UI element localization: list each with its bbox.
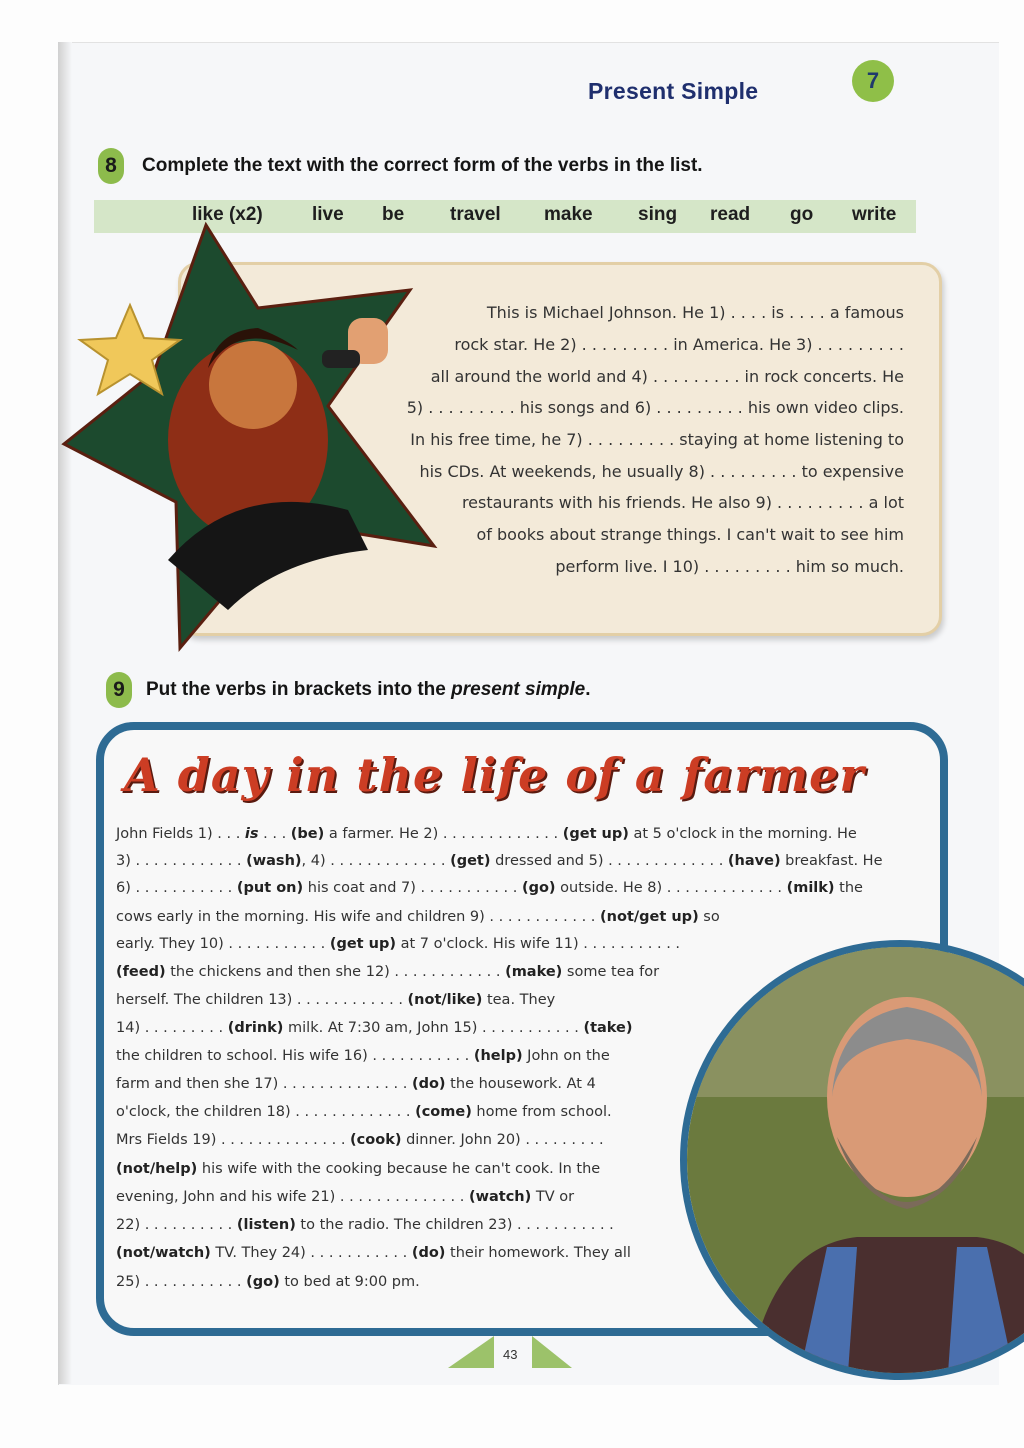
line-text: 25) . . . . . . . . . . . — [116, 1274, 247, 1290]
farmer-text-line — [116, 826, 857, 842]
line-text: evening, John and his wife 21) . . . . . . . . . . . . . . — [116, 1189, 469, 1205]
text-line: perform live. I 10) . . . . . . . . . him so much. — [555, 557, 904, 576]
line-text: at 5 o'clock in the morning. He — [628, 826, 857, 842]
verb-prompt: (go) — [521, 880, 556, 896]
line-text: home from school. — [471, 1104, 612, 1120]
verb-prompt: (watch) — [468, 1189, 532, 1205]
line-text: cows early in the morning. His wife and children 9) . . . . . . . . . . . . — [116, 909, 601, 925]
farmer-text-line — [116, 1274, 420, 1290]
line-text: his wife with the cooking because he can't cook. In the — [197, 1161, 601, 1177]
farmer-text-line — [116, 1104, 612, 1120]
farmer-text-line — [116, 1048, 610, 1064]
line-text: dinner. John 20) . . . . . . . . . — [401, 1132, 604, 1148]
line-text: herself. The children 13) . . . . . . . . . . . . — [116, 992, 408, 1008]
farmer-text-line — [116, 992, 555, 1008]
line-text: , 4) . . . . . . . . . . . . . — [301, 853, 451, 869]
farmer-text-line — [116, 964, 659, 980]
line-text: his coat and 7) . . . . . . . . . . . — [303, 880, 522, 896]
line-text: the children to school. His wife 16) . . . . . . . . . . . — [116, 1048, 474, 1064]
line-text: to the radio. The children 23) . . . . . . . . . . . — [295, 1217, 614, 1233]
star-graphic — [58, 200, 458, 660]
line-text: breakfast. He — [780, 853, 883, 869]
text-line: rock star. He 2) . . . . . . . . . in America. He 3) . . . . . . . . . — [454, 335, 904, 354]
text-line: In his free time, he 7) . . . . . . . . . staying at home listening to — [410, 430, 904, 449]
word-item: sing — [638, 204, 678, 225]
text-line: This is Michael Johnson. He 1) . . . . is . . . . a famous — [486, 303, 904, 322]
exercise-8-instruction: Complete the text with the correct form of the verbs in the list. — [142, 155, 703, 176]
verb-prompt: (do) — [411, 1076, 446, 1092]
farmer-text-line — [116, 1020, 633, 1036]
farmer-text-line — [116, 1217, 614, 1233]
exercise-8-badge: 8 — [98, 148, 124, 184]
line-text: farm and then she 17) . . . . . . . . . . . . . . — [116, 1076, 412, 1092]
verb-prompt: (get up) — [329, 936, 396, 952]
verb-prompt: (have) — [727, 853, 781, 869]
verb-prompt: (do) — [411, 1245, 446, 1261]
line-text: 14) . . . . . . . . . — [116, 1020, 228, 1036]
instruction-text: Put the verbs in brackets into the — [146, 679, 452, 700]
text-line: restaurants with his friends. He also 9) . . . . . . . . . a lot — [461, 493, 904, 512]
verb-prompt: (make) — [505, 964, 563, 980]
page-arrow-right-icon — [532, 1336, 572, 1370]
farmer-text-line — [116, 909, 720, 925]
text-line: 5) . . . . . . . . . his songs and 6) . . . . . . . . . his own video clips. — [406, 398, 904, 417]
line-text: 6) . . . . . . . . . . . — [116, 880, 237, 896]
verb-prompt: (get up) — [562, 826, 629, 842]
text-line: all around the world and 4) . . . . . . . . . in rock concerts. He — [430, 367, 904, 386]
line-text: at 7 o'clock. His wife 11) . . . . . . . . . . . — [395, 936, 681, 952]
line-text: the chickens and then she 12) . . . . . . . . . . . . — [165, 964, 506, 980]
instruction-emphasis: present simple — [451, 679, 586, 700]
farmer-text-line — [116, 1076, 596, 1092]
word-item: live — [312, 204, 344, 225]
verb-prompt: (be) — [290, 826, 325, 842]
page-number: 43 — [503, 1347, 518, 1362]
line-text: tea. They — [482, 992, 556, 1008]
verb-prompt: (drink) — [227, 1020, 284, 1036]
line-text: o'clock, the children 18) . . . . . . . . . . . . . — [116, 1104, 416, 1120]
line-text: some tea for — [562, 964, 660, 980]
word-item: make — [544, 204, 593, 225]
verb-prompt: (go) — [246, 1274, 280, 1290]
verb-prompt: (cook) — [350, 1132, 402, 1148]
farmer-text-line — [116, 853, 883, 869]
line-text: a farmer. He 2) . . . . . . . . . . . . . — [324, 826, 563, 842]
verb-prompt: (wash) — [246, 853, 302, 869]
page-title: Present Simple — [588, 78, 759, 104]
exercise-9-badge: 9 — [106, 672, 132, 708]
farmer-text-line — [116, 1161, 600, 1177]
line-text: their homework. They all — [445, 1245, 631, 1261]
instruction-end: . — [585, 679, 591, 700]
verb-prompt: (milk) — [786, 880, 835, 896]
verb-prompt: (get) — [450, 853, 491, 869]
verb-prompt: (not/like) — [407, 992, 483, 1008]
exercise-9-instruction — [146, 679, 591, 701]
line-text: John on the — [522, 1048, 610, 1064]
line-text: the housework. At 4 — [445, 1076, 596, 1092]
verb-prompt: is — [244, 826, 259, 842]
line-text: outside. He 8) . . . . . . . . . . . . . — [555, 880, 787, 896]
farmer-text-line — [116, 1245, 631, 1261]
line-text: . . . — [258, 826, 291, 842]
verb-prompt: (not/get up) — [600, 909, 699, 925]
verb-prompt: (not/watch) — [116, 1245, 211, 1261]
line-text: so — [698, 909, 720, 925]
line-text: 22) . . . . . . . . . . — [116, 1217, 237, 1233]
farmer-text-line — [116, 936, 680, 952]
line-text: the — [834, 880, 863, 896]
farmer-article-title: A day in the life of a farmer — [124, 748, 865, 802]
farmer-text-line — [116, 1189, 574, 1205]
line-text: TV or — [531, 1189, 575, 1205]
unit-number-badge: 7 — [852, 60, 894, 102]
line-text: 3) . . . . . . . . . . . . — [116, 853, 247, 869]
verb-prompt: (not/help) — [116, 1161, 198, 1177]
line-text: Mrs Fields 19) . . . . . . . . . . . . . . — [116, 1132, 351, 1148]
word-item: travel — [450, 204, 501, 225]
farmer-text-line — [116, 880, 863, 896]
text-line: his CDs. At weekends, he usually 8) . . . . . . . . . to expensive — [419, 462, 904, 481]
verb-prompt: (take) — [583, 1020, 633, 1036]
page-arrow-left-icon — [448, 1336, 494, 1370]
verb-prompt: (help) — [473, 1048, 523, 1064]
verb-prompt: (feed) — [116, 964, 166, 980]
text-line: of books about strange things. I can't wait to see him — [476, 525, 904, 544]
line-text: TV. They 24) . . . . . . . . . . . — [210, 1245, 412, 1261]
word-item: be — [382, 204, 405, 225]
verb-prompt: (listen) — [236, 1217, 296, 1233]
verb-prompt: (put on) — [236, 880, 304, 896]
line-text: John Fields 1) . . . — [116, 826, 245, 842]
word-item: go — [790, 204, 814, 225]
verb-prompt: (come) — [415, 1104, 472, 1120]
word-item: like (x2) — [192, 204, 263, 225]
line-text: dressed and 5) . . . . . . . . . . . . . — [490, 853, 728, 869]
line-text: early. They 10) . . . . . . . . . . . — [116, 936, 330, 952]
word-item: write — [852, 204, 897, 225]
line-text: to bed at 9:00 pm. — [279, 1274, 420, 1290]
line-text: milk. At 7:30 am, John 15) . . . . . . . . . . . — [283, 1020, 584, 1036]
farmer-text-line — [116, 1132, 604, 1148]
word-item: read — [710, 204, 751, 225]
